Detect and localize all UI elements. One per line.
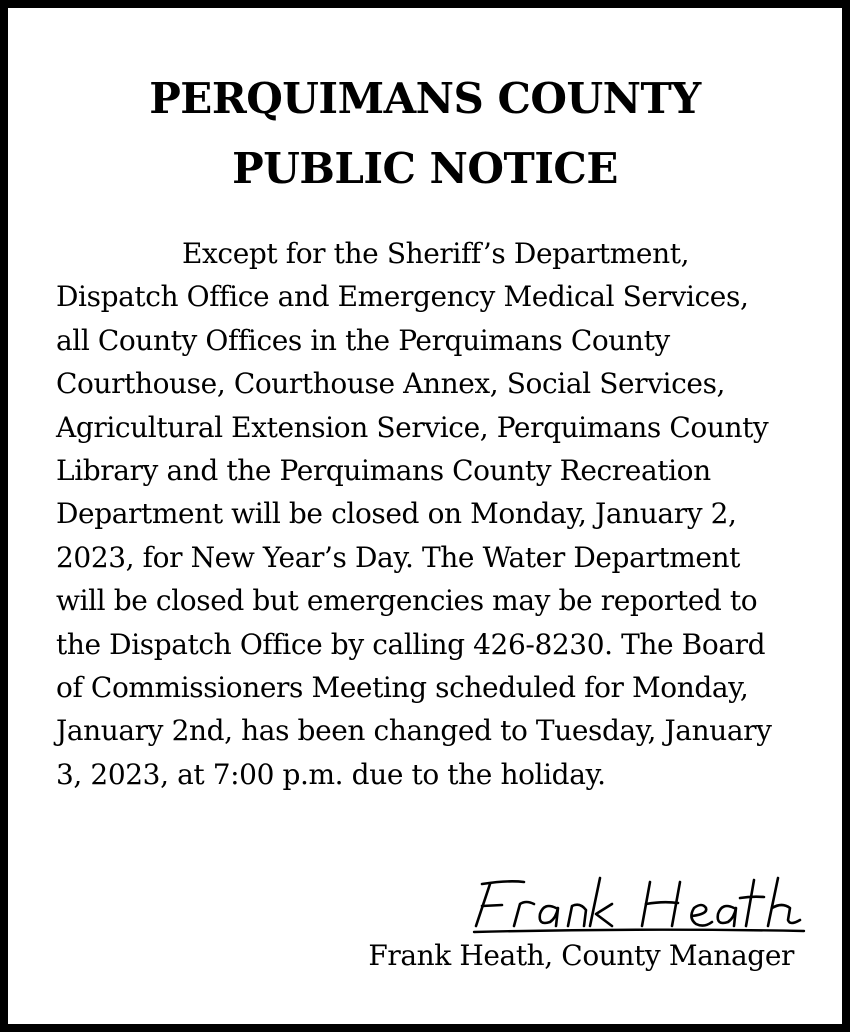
signer-name-title: Frank Heath, County Manager bbox=[368, 939, 794, 972]
notice-title-line-1: PERQUIMANS COUNTY bbox=[149, 74, 701, 123]
handwritten-signature bbox=[468, 870, 808, 934]
body-line: of Commissioners Meeting scheduled for Monday, bbox=[56, 671, 749, 705]
body-line: Library and the Perquimans County Recreation bbox=[56, 454, 711, 488]
body-line: 2023, for New Year’s Day. The Water Department bbox=[56, 540, 741, 574]
body-line: Courthouse, Courthouse Annex, Social Services, bbox=[56, 367, 726, 401]
body-line: Except for the Sheriff’s Department, bbox=[182, 237, 690, 270]
body-line: Dispatch Office and Emergency Medical Services, bbox=[56, 280, 749, 314]
body-line: Agricultural Extension Service, Perquimans County bbox=[56, 410, 769, 444]
body-line: the Dispatch Office by calling 426-8230. The Board bbox=[56, 627, 766, 661]
body-line: all County Offices in the Perquimans County bbox=[56, 323, 670, 357]
body-line: will be closed but emergencies may be reported to bbox=[56, 584, 758, 618]
body-line: Department will be closed on Monday, January 2, bbox=[56, 497, 737, 531]
body-line: 3, 2023, at 7:00 p.m. due to the holiday. bbox=[56, 757, 606, 791]
notice-title-line-2: PUBLIC NOTICE bbox=[232, 144, 618, 193]
signature-graphic bbox=[468, 870, 808, 934]
body-line: January 2nd, has been changed to Tuesday, January bbox=[56, 714, 772, 748]
notice-body bbox=[56, 232, 816, 796]
